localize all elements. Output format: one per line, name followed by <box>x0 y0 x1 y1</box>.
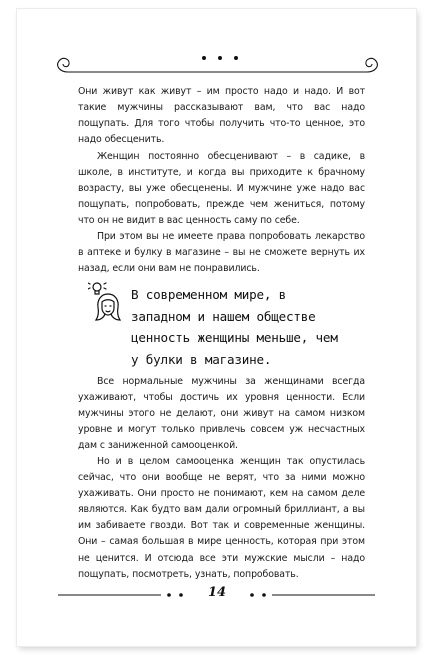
paragraph-4: Все нормальные мужчины за женщинами всегда ухаживают, чтобы достичь их уровня ценности. Если мужчины этого не делают, они живут на самом низком уровне и могут только привлечь совсем уж несчастных дам с заниженной самооценкой. <box>78 376 365 452</box>
pull-quote: В современном мире, в западном и нашем обществе ценность женщины меньше, чем у булки в магазине. <box>131 287 338 367</box>
lightbulb-woman-icon <box>88 280 122 326</box>
paragraph-1: Они живут как живут – им просто надо и надо. И вот такие мужчины рассказывают вам, что вас надо пощупать. Для того чтобы получить что-то ценное, это надо обесценить. <box>78 86 365 146</box>
paragraph-3: При этом вы не имеете права попробовать лекарство в аптеке и булку в магазине – вы не сможете вернуть их назад, если они вам не понравились. <box>78 231 365 275</box>
paragraph-2: Женщин постоянно обесценивают – в садике, в школе, в институте, и когда вы приходите к брачному возрасту, вы уже обесценены. И мужчине уже надо вас пощупать, попробовать, прежде чем жениться, потому что он не видит в вас ценность саму по себе. <box>78 151 365 227</box>
page-number: 14 <box>207 585 227 600</box>
paragraph-5: Но и в целом самооценка женщин так опустилась сейчас, что они вообще не верят, что за ними можно ухаживать. Они просто не понимают, кем на самом деле являются. Как будто вам дали огромный бриллиант, а вы им забиваете гвозди. Вот так и современные женщины. Они – самая большая в мире ценность, которая при этом не ценится. И отсюда все эти мужские мысли – надо пощупать, посмотреть, узнать, попробовать. <box>78 456 365 580</box>
ornament-divider-top <box>0 0 433 90</box>
